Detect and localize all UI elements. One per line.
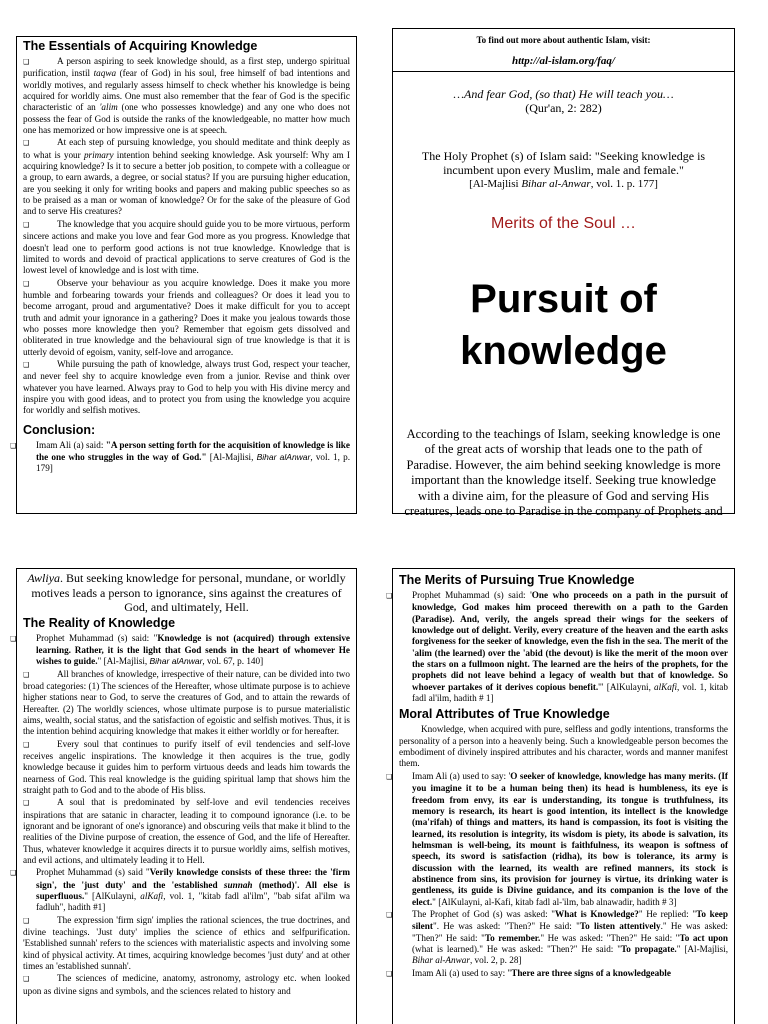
list-item: ❑ A soul that is predominated by self-love and evil tendencies receives inspirations that are satanic in character, leading it to compound ignorance (i.e. to be ignorant and be ignorant of one's ignorance) and obscuring veils that make it blind to the realities of the Divine purpose of creation, the essence of God, and the life of Hereafter. Thus, whatever knowledge it acquires directs it to pursue worldly aims, selfish motives, and evil actions, and ultimately leading it to Hell. [23,797,350,866]
list-item: ❑ While pursuing the path of knowledge, always trust God, respect your teacher, and never feel shy to acquire knowledge even from a junior. Revise and think over whatever you have learned. Always pray to God to help you with His divine mercy and inspire you with good ideas, and to protect you from using the knowledge you acquire for worldly and selfish motives. [23,358,350,416]
divider [393,71,734,72]
checkbox-bullet-icon: ❑ [23,670,30,679]
checkbox-bullet-icon: ❑ [10,869,17,878]
list-item: ❑ Prophet Muhammad (s) said: "Knowledge is not (acquired) through extensive learning. Rather, it is the light that God sends in the heart of whomever He wishes to guide." [Al-Majlisi, Bihar alAnwar, vol. 67, p. 140] [10,632,351,667]
list-item: ❑ Every soul that continues to purify itself of evil tendencies and self-love receives angelic inspirations. The knowledge it then acquires is the true, godly knowledge because it guides him to perform virtuous deeds and leads him towards the nearness of God. This real knowledge is the guiding spiritual lamp that shows him the straight path to God and to the abode of His bliss. [23,738,350,795]
hadith-quote: The Holy Prophet (s) of Islam said: "Seeking knowledge is incumbent upon every Muslim, male and female." [Al-Majlisi Bihar al-Anwar, vol. 1. p. 177] [421,149,706,190]
checkbox-bullet-icon: ❑ [23,360,30,369]
panel-reality [10,568,357,1024]
intro-paragraph: According to the teachings of Islam, seeking knowledge is one of the great acts of worship that leads one to the path of Paradise. However, the aim behind seeking knowledge is more important than the knowledge itself. Seeking true knowledge with a divine aim, for the pleasure of God and serving His creatures, leads one to Paradise in the company of Prophets and [404,427,723,519]
list-item: ❑ The knowledge that you acquire should guide you to be more virtuous, perform sincere actions and make you love and fear God more as you progress. Knowledge that doesn't lead one to perform good actions is not true knowledge. Knowledge that is limited to words and devoid of practical applications to serve creatures of God is the lowest level of knowledge and is lost with time. [23,218,350,276]
list-item: ❑ The Prophet of God (s) was asked: "What is Knowledge?" He replied: "To keep silent". He was asked: "Then?" He said: "To listen attentively." He was asked: "Then?" He said: "To remember." He was asked: "Then?" He said: "To act upon (what is learned)." He was asked: "Then?" He said: "To propagate." [Al-Majlisi, Bihar al-Anwar, vol. 2, p. 28] [386,908,728,966]
heading-essentials: The Essentials of Acquiring Knowledge [23,39,258,53]
list-item: ❑ Imam Ali (a) used to say: 'O seeker of knowledge, knowledge has many merits. (If you imagine it to be a human being then) its head is humbleness, its eye is freedom from envy, its ear is understanding, its tongue is truthfulness, its memory is research, its heart is good intention, its intellect is the knowledge (ma'rifah) of things and matters, its hand is compassion, its foot is visiting the learned, its resolution is integrity, its wisdom is piety, its abode is salvation, its helmsman is well-being, its mount is faithfulness, its weapon is softness of speech, its sword is satisfaction (ridha), its bow is tolerance, its army is discussion with the learned, its wealth are refined manners, its stock is abstinence from sins, its provision for journey is virtue, its drinking water is gentleness, its guide is Divine guidance, and its companion is the love of the elect." [AlKulayni, al-Kafi, kitab fadl al-'ilm, bab alnawadir, hadith # 3] [386,770,728,907]
checkbox-bullet-icon: ❑ [10,441,17,450]
list-item: ❑ A person aspiring to seek knowledge should, as a first step, undergo spiritual purification, instil taqwa (fear of God) in his soul, free himself of bad intentions and worldly motives, and regularly assess himself to check whether his knowledge is being acquired for worldly aims. One must also remember that the fear of God is the specific characteristic of an 'alim (one who possesses knowledge) and any one who does not possess the fear of God is outside the ranks of the knowledgeable, no matter how much one has memorized or how impressive one is at speech. [23,56,350,136]
panel-merits [386,568,735,1024]
heading-moral-attributes: Moral Attributes of True Knowledge [399,707,610,722]
find-out-text: To find out more about authentic Islam, visit: [476,35,651,45]
continuation-text: Awliya. But seeking knowledge for personal, mundane, or worldly motives leads a person to ignorance, sins against the creatures of God, and ultimately, Hell. [27,571,346,614]
list-item: ❑ The sciences of medicine, anatomy, astronomy, astrology etc. when looked upon as divine signs and symbols, and the sciences related to history and [23,973,350,996]
checkbox-bullet-icon: ❑ [386,772,393,781]
panel-cover [392,28,735,519]
list-item: ❑ Observe your behaviour as you acquire knowledge. Does it make you more humble and forbearing towards your friends and colleagues? Or does it lead you to become arrogant, proud and argumentative? Does it make difficult for you to accept truth and admit your ignorance in a gathering? Does it make you jealous towards those who posses more knowledge then you? Remember that egoism gets dissolved and obliterated in true knowledge and the behavioural sign of true knowledge is that it is utterly devoid of egoism, vanity, self-love and arrogance. [23,277,350,357]
intro-paragraph: Knowledge, when acquired with pure, selfless and godly intentions, transforms the personality of a person into a heavenly being. Such a knowledgeable person becomes the embodiment of divinely inspired attributes and his character, words and manner manifest them. [399,724,728,769]
checkbox-bullet-icon: ❑ [23,220,30,229]
heading-merits: The Merits of Pursuing True Knowledge [399,573,635,587]
panel-essentials [10,36,357,514]
page-title: Pursuit of knowledge [460,277,667,373]
list-item: ❑ Prophet Muhammad (s) said "Verily knowledge consists of these three: the 'firm sign', the 'just duty' and the 'established sunnah (method)'. All else is superfluous." [AlKulayni, alKafi, vol. 1, "kitab fadl al'ilm", "bab sifat al'ilm wa fadluh", hadith #1] [10,867,351,913]
list-item: ❑ Imam Ali (a) said: "A person setting forth for the acquisition of knowledge is like the one who struggles in the way of God." [Al-Majlisi, Bihar alAnwar, vol. 1, p. 179] [10,439,351,474]
quran-verse: …And fear God, (so that) He will teach you… (Qur'an, 2: 282) [453,87,674,115]
series-title: Merits of the Soul … [491,215,636,232]
heading-reality: The Reality of Knowledge [23,615,176,630]
checkbox-bullet-icon: ❑ [23,975,30,984]
checkbox-bullet-icon: ❑ [386,910,393,919]
checkbox-bullet-icon: ❑ [23,799,30,808]
checkbox-bullet-icon: ❑ [23,740,30,749]
checkbox-bullet-icon: ❑ [23,916,30,925]
checkbox-bullet-icon: ❑ [386,969,393,978]
checkbox-bullet-icon: ❑ [386,592,393,600]
list-item: ❑ Prophet Muhammad (s) said: 'One who proceeds on a path in the pursuit of knowledge, God makes him proceed therewith on a path to the Garden (Paradise). And, verily, the angels spread their wings for the seekers of knowledge out of delight. Verily, every creature of the heaven and the earth asks forgiveness for the seeker of knowledge, even the fish in the sea. The merit of the 'alim (the learned) over the 'abid (the devout) is like the merit of the moon over the stars on a fullmoon night. The learned are the heirs of the prophets, for the prophets did not leave behind a legacy of wealth but that of knowledge. So whoever partakes of it derives copious benefit.'" [AlKulayni, alKafi, vol. 1, kitab fadl al'ilm, hadith # 1] [386,590,728,704]
list-item: ❑ Imam Ali (a) used to say: "There are three signs of a knowledgeable [399,968,728,980]
checkbox-bullet-icon: ❑ [23,139,30,148]
checkbox-bullet-icon: ❑ [10,634,17,643]
checkbox-bullet-icon: ❑ [23,279,30,288]
website-link[interactable]: http://al-islam.org/faq/ [512,55,615,67]
checkbox-bullet-icon: ❑ [23,58,30,66]
list-item: ❑ At each step of pursuing knowledge, you should meditate and think deeply as to what is your primary intention behind seeking knowledge. Ask yourself: Why am I acquiring knowledge? Is it to secure a better job position, to compete with a colleague or a group, to earn awards, a degree, or social status? If you are pursuing higher education, are you seeking it only for writing books and papers and making public speeches so as to be praised as a man or woman of knowledge? Or for the sake of the pleasure of God and to serve His creatures? [23,137,350,217]
heading-conclusion: Conclusion: [23,422,96,437]
list-item: ❑ The expression 'firm sign' implies the rational sciences, the true doctrines, and divine teachings. 'Just duty' implies the science of ethics and selfpurification. 'Established sunnah' refers to the sciences with materialistic aspects and involving some kind of physical activity. At times, acquiring knowledge becomes 'just duty' and at other times an 'established sunnah'. [23,914,350,972]
list-item: ❑ All branches of knowledge, irrespective of their nature, can be divided into two broad categories: (1) The sciences of the Hereafter, whose ultimate purpose is to achieve higher stations near to God, to serve the creatures of God, and to attain the rewards of Hereafter. (2) The worldly sciences, whose ultimate purpose is to pursue materialistic aims, wealth, social status, and the satisfaction of egoistic and selfish motives. Thus, it is the intention behind acquiring knowledge that makes it either worldly or for hereafter. [23,668,350,737]
